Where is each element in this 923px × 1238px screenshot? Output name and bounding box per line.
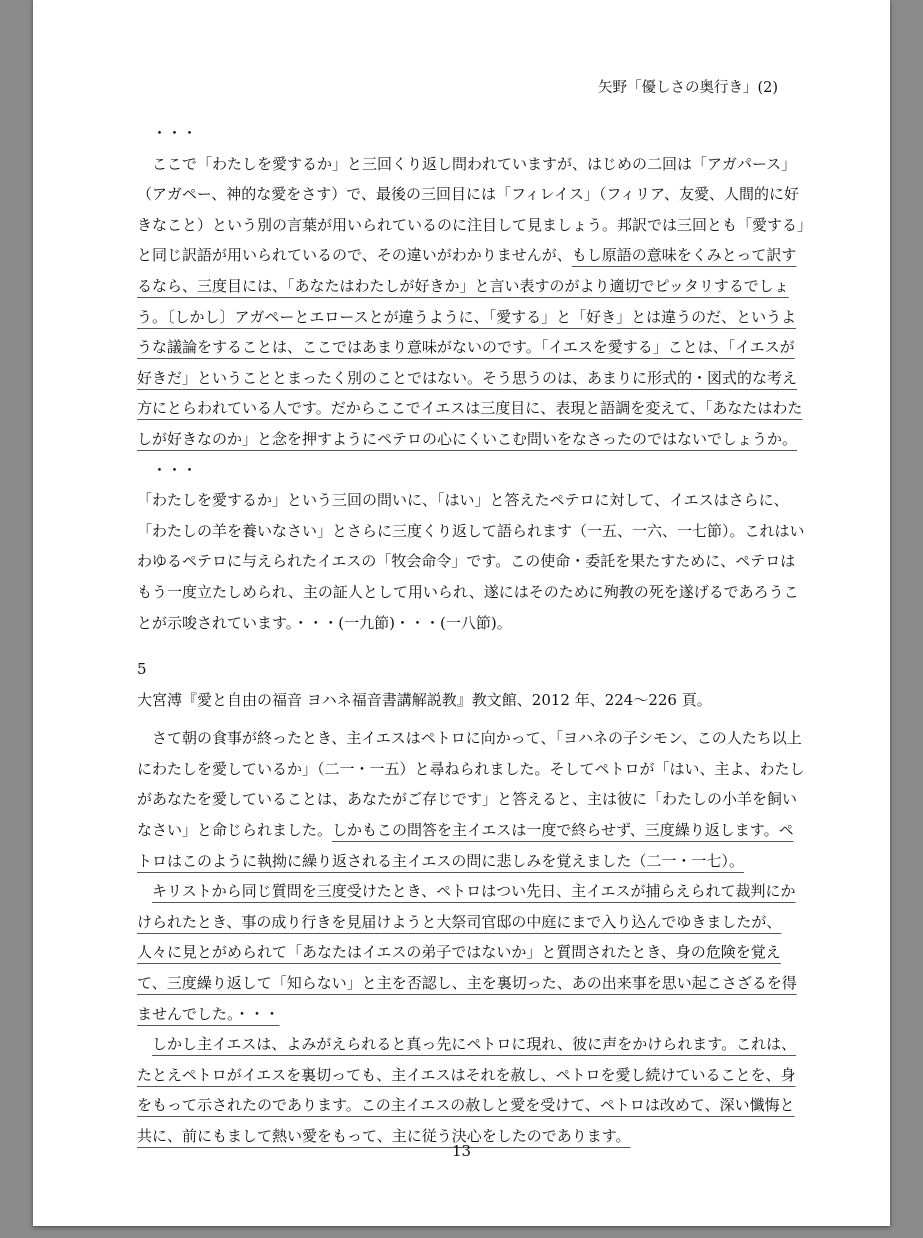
ellipsis-top: ・・・ [152,124,198,142]
paragraph-agape-underlined: もし原語の意味をくみとって訳するなら、三度目には、「あなたはわたしが好きか」と言い表すのがより適切でピッタリするでしょう。〔しかし〕アガペーとエロースとが違うように、「愛する」と「好き」とは違うのだ、というような議論をすることは、ここではあまり意味がないのです。「イエスを愛する」ことは、「イエスが好きだ」ということとまったく別のことではない。そう思うのは、あまりに形式的・図式的な考え方にとらわれている人です。だからここでイエスは三度目に、表現と語調を変えて、「あなたはわたしが好きなのか」と念を押すようにペテロの心にくいこむ問いをなさったのではないでしょうか。 [137,246,803,448]
running-header: 矢野「優しさの奥行き」(2) [597,80,778,96]
spacer [137,715,805,723]
paragraph-breakfast-underlined: しかもこの問答を主イエスは一度で終らせず、三度繰り返します。ペトロはこのように執拗に繰り返される主イエスの問に悲しみを覚えました（二一・一七）。 [137,821,794,870]
paragraph-agape-phileo [137,149,805,455]
paragraph-forgiveness-underlined: しかし主イエスは、よみがえられると真っ先にペトロに現れ、彼に声をかけられます。これは、たとえペトロがイエスを裏切っても、主イエスはそれを赦し、ペトロを愛し続けていることを、身をもって示されたのであります。この主イエスの赦しと愛を受けて、ペトロは改めて、深い懺悔と共に、前にもまして熱い愛をもって、主に従う決心をしたのであります。 [137,1035,797,1145]
section-number: 5 [137,660,147,679]
paragraph-agape-plain: ここで「わたしを愛するか」と三回くり返し問われていますが、はじめの二回は「アガパース」（アガペー、神的な愛をさす）で、最後の三回目には「フィレイス」（フィリア、友愛、人間的に好きなこと）という別の言葉が用いられているのに注目して見ましょう。邦訳では三回とも「愛する」と同じ訳語が用いられているので、その違いがわかりませんが、 [137,154,805,265]
page-number: 13 [451,1142,472,1160]
paragraph-denial-underlined: キリストから同じ質問を三度受けたとき、ペトロはつい先日、主イエスが捕らえられて裁判にかけられたとき、事の成り行きを見届けようと大祭司官邸の中庭にまで入り込んでゆきましたが、人々に見とがめられて「あなたはイエスの弟子ではないか」と質問されたとき、身の危険を覚えて、三度繰り返して「知らない」と主を否認し、主を裏切った、あの出来事を思い起こさざるを得ませんでした。・・・ [137,882,797,1023]
paragraph-denial [137,876,805,1029]
spacer [137,638,805,654]
ellipsis-mid: ・・・ [152,460,198,479]
document-page [33,0,890,1226]
citation: 大宮溥『愛と自由の福音 ヨハネ福音書講解説教』教文館、2012 年、224〜226 頁。 [137,690,712,709]
paragraph-breakfast-plain: さて朝の食事が終ったとき、主イエスはペトロに向かって、「ヨハネの子シモン、この人たち以上にわたしを愛しているか」（二一・一五）と尋ねられました。そしてペトロが「はい、主よ、わたしがあなたを愛していることは、あなたがご存じです」と答えると、主は彼に「わたしの小羊を飼いなさい」と命じられました。 [137,729,805,840]
document-body [137,118,805,1152]
paragraph-breakfast [137,723,805,876]
paragraph-forgiveness [137,1029,805,1151]
paragraph-pastoral-command: 「わたしを愛するか」という三回の問いに、「はい」と答えたペテロに対して、イエスはさらに、「わたしの羊を養いなさい」とさらに三度くり返して語られます（一五、一六、一七節）。これはいわゆるペテロに与えられたイエスの「牧会命令」です。この使命・委託を果たすために、ペテロはもう一度立たしめられ、主の証人として用いられ、遂にはそのために殉教の死を遂げるであろうことが示唆されています。・・・(一九節)・・・(一八節)。 [137,491,805,632]
